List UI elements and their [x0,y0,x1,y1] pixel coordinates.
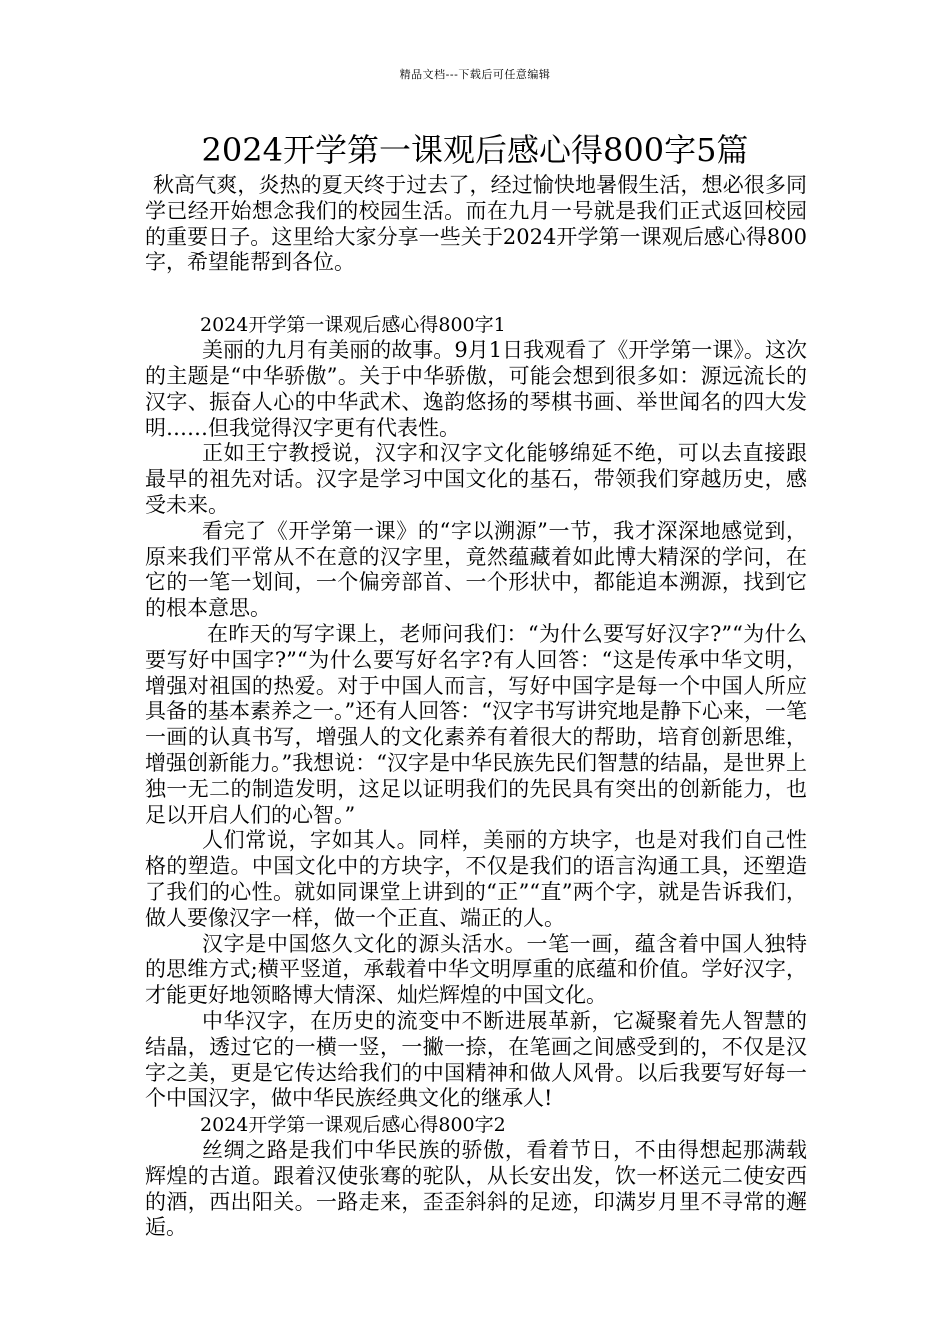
spacer [145,276,807,312]
section-heading-1: 2024开学第一课观后感心得800字1 [200,314,506,337]
paragraph: 看完了《开学第一课》的“字以溯源”一节，我才深深地感觉到，原来我们平常从不在意的汉字里，竟然蕴藏着如此博大精深的学问，在它的一笔一划间，一个偏旁部首、一个形状中，都能追本溯源，找到它的根本意思。 [145,518,807,621]
paragraph: 美丽的九月有美丽的故事。9月1日我观看了《开学第一课》。这次的主题是“中华骄傲”。关于中华骄傲，可能会想到很多如：源远流长的汉字、振奋人心的中华武术、逸韵悠扬的琴棋书画、举世闻名的四大发明……但我觉得汉字更有代表性。 [145,338,807,440]
paragraph: 中华汉字，在历史的流变中不断进展革新，它凝聚着先人智慧的结晶，透过它的一横一竖，一撇一捺，在笔画之间感受到的，不仅是汉字之美，更是它传达给我们的中国精神和做人风骨。以后我要写好每一个中国汉字，做中华民族经典文化的继承人! [145,1008,807,1111]
intro-paragraph: 秋高气爽，炎热的夏天终于过去了，经过愉快地暑假生活，想必很多同学已经开始想念我们的校园生活。而在九月一号就是我们正式返回校园的重要日子。这里给大家分享一些关于2024开学第一课观后感心得800字，希望能帮到各位。 [145,173,807,275]
paragraph: 在昨天的写字课上，老师问我们：“为什么要写好汉字?”“为什么要写好中国字?”“为什么要写好名字?有人回答：“这是传承中华文明，增强对祖国的热爱。对于中国人而言，写好中国字是每一个中国人所应具备的基本素养之一。”还有人回答：“汉字书写讲究地是静下心来，一笔一画的认真书写，增强人的文化素养有着很大的帮助，培育创新思维，增强创新能力。”我想说：“汉字是中华民族先民们智慧的结晶，是世界上独一无二的制造发明，这足以证明我们的先民具有突出的创新能力，也足以开启人们的心智。” [145,621,807,827]
section-heading-2: 2024开学第一课观后感心得800字2 [200,1114,506,1137]
document-title: 2024开学第一课观后感心得800字5篇 [201,131,749,169]
paragraph: 汉字是中国悠久文化的源头活水。一笔一画，蕴含着中国人独特的思维方式;横平竖道，承载着中华文明厚重的底蕴和价值。学好汉字，才能更好地领略博大情深、灿烂辉煌的中国文化。 [145,931,807,1008]
paragraph: 正如王宁教授说，汉字和汉字文化能够绵延不绝，可以去直接跟最早的祖先对话。汉字是学习中国文化的基石，带领我们穿越历史，感受未来。 [145,441,807,517]
page-header: 精品文档---下载后可任意编辑 [399,68,551,81]
paragraph: 人们常说，字如其人。同样，美丽的方块字，也是对我们自己性格的塑造。中国文化中的方块字，不仅是我们的语言沟通工具，还塑造了我们的心性。就如同课堂上讲到的“正”“直”两个字，就是告诉我们，做人要像汉字一样，做一个正直、端正的人。 [145,828,807,930]
paragraph: 丝绸之路是我们中华民族的骄傲，看着节日，不由得想起那满载辉煌的古道。跟着汉使张骞的驼队，从长安出发，饮一杯送元二使安西的酒，西出阳关。一路走来，歪歪斜斜的足迹，印满岁月里不寻常的邂逅。 [145,1138,807,1240]
document-body [145,173,807,1241]
